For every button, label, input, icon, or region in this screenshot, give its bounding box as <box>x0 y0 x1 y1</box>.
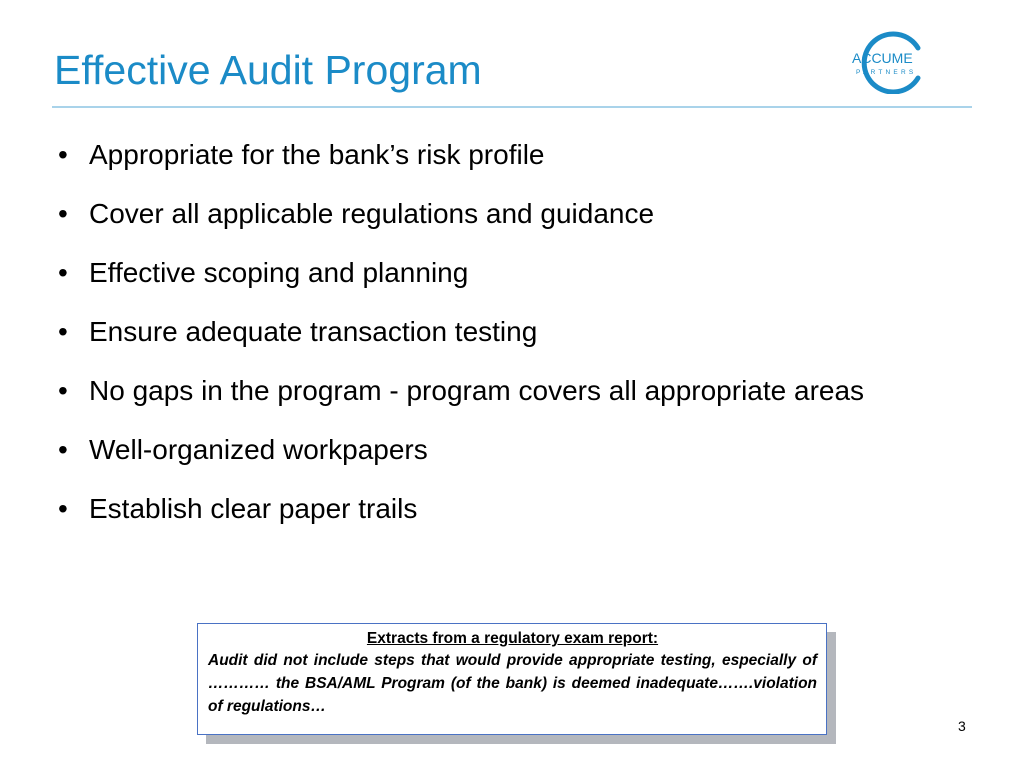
page-number: 3 <box>958 718 966 734</box>
bullet-item <box>58 256 958 290</box>
exam-report-callout <box>197 623 827 735</box>
logo-name-bottom: PARTNERS <box>856 69 917 76</box>
bullet-text: Effective scoping and planning <box>89 257 469 288</box>
logo-name-top: ACCUME <box>852 50 913 66</box>
slide-title: Effective Audit Program <box>54 47 482 93</box>
bullet-icon: • <box>58 316 68 347</box>
bullet-item <box>58 492 958 526</box>
bullet-list <box>58 138 958 551</box>
bullet-text: Establish clear paper trails <box>89 493 418 524</box>
bullet-icon: • <box>58 139 68 170</box>
bullet-item <box>58 197 958 231</box>
callout-heading: Extracts from a regulatory exam report: <box>366 630 659 647</box>
bullet-text: Well-organized workpapers <box>89 434 428 465</box>
bullet-text: Appropriate for the bank’s risk profile <box>89 139 545 170</box>
bullet-item <box>58 433 958 467</box>
bullet-icon: • <box>58 257 68 288</box>
bullet-icon: • <box>58 375 68 406</box>
bullet-icon: • <box>58 434 68 465</box>
bullet-text: No gaps in the program - program covers all appropriate areas <box>89 375 865 406</box>
bullet-item <box>58 315 958 349</box>
bullet-icon: • <box>58 493 68 524</box>
bullet-item <box>58 138 958 172</box>
bullet-icon: • <box>58 198 68 229</box>
bullet-text: Cover all applicable regulations and guidance <box>89 198 655 229</box>
callout-body: Audit did not include steps that would provide appropriate testing, especially of ………… the BSA/AML Program (of the bank) is deemed inadequate…….violation of regulations… <box>208 652 817 715</box>
title-divider <box>52 106 972 108</box>
bullet-item <box>58 374 958 408</box>
accume-partners-logo <box>838 30 938 94</box>
bullet-text: Ensure adequate transaction testing <box>89 316 538 347</box>
